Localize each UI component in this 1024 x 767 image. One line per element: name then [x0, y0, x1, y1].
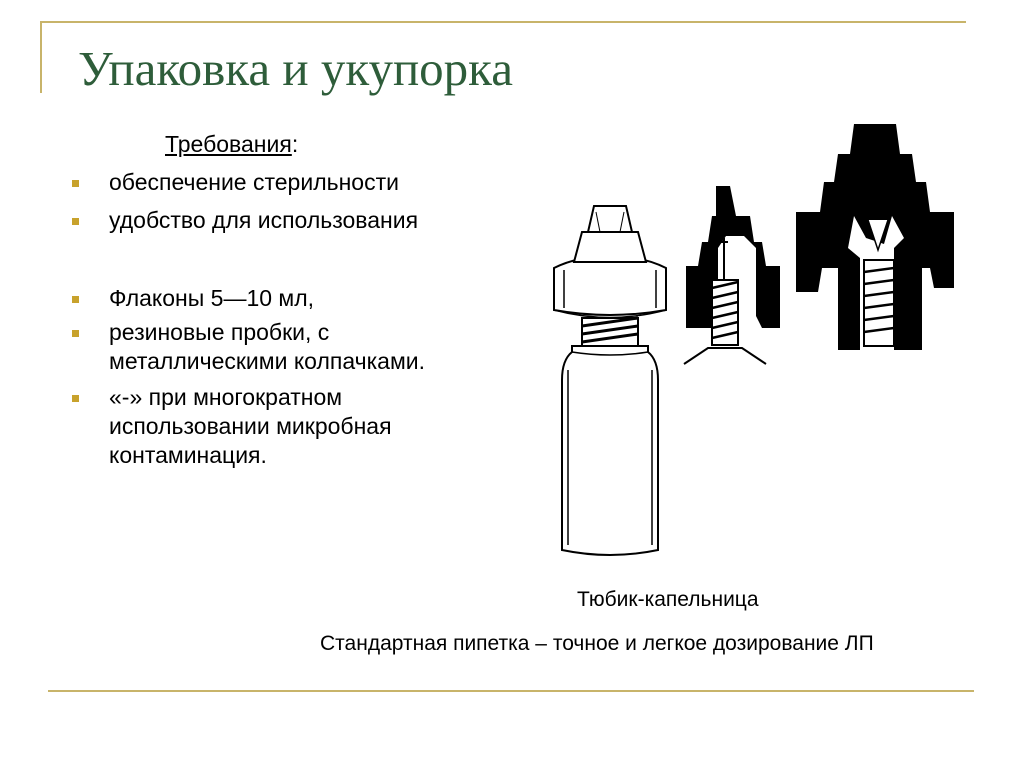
- figure-caption: Тюбик-капельница: [577, 588, 759, 611]
- left-rule: [40, 21, 42, 93]
- list-item-text: Флаконы 5—10 мл,: [109, 285, 315, 311]
- bullet-square-icon: [72, 296, 79, 303]
- dropper-cap-cross-section: [684, 186, 780, 364]
- dropper-bottle-drawing: [554, 206, 666, 555]
- list-item-text: удобство для использования: [109, 207, 419, 233]
- requirements-colon: :: [291, 131, 299, 157]
- list-item: [72, 206, 432, 235]
- dropper-tube-illustration: [548, 120, 988, 560]
- list-item: [72, 318, 432, 376]
- slide-title: Упаковка и укупорка: [78, 41, 513, 96]
- bullet-square-icon: [72, 180, 79, 187]
- list-item-text: обеспечение стерильности: [109, 169, 399, 195]
- list-item: [72, 168, 432, 197]
- list-item-text: резиновые пробки, с металлическими колпачками.: [109, 319, 425, 374]
- requirements-label: Требования: [165, 131, 292, 157]
- footer-caption: Стандартная пипетка – точное и легкое дозирование ЛП: [320, 632, 874, 655]
- requirements-heading: [165, 131, 298, 158]
- top-rule: [40, 21, 966, 23]
- list-item-text: «-» при многократном использовании микробная контаминация.: [109, 384, 392, 468]
- bullet-square-icon: [72, 330, 79, 337]
- requirements-list: [72, 168, 432, 470]
- list-item: [72, 284, 432, 313]
- dropper-nozzle-cross-section: [796, 124, 954, 350]
- list-item: [72, 383, 432, 470]
- bullet-square-icon: [72, 395, 79, 402]
- bottom-rule: [48, 690, 974, 692]
- bullet-square-icon: [72, 218, 79, 225]
